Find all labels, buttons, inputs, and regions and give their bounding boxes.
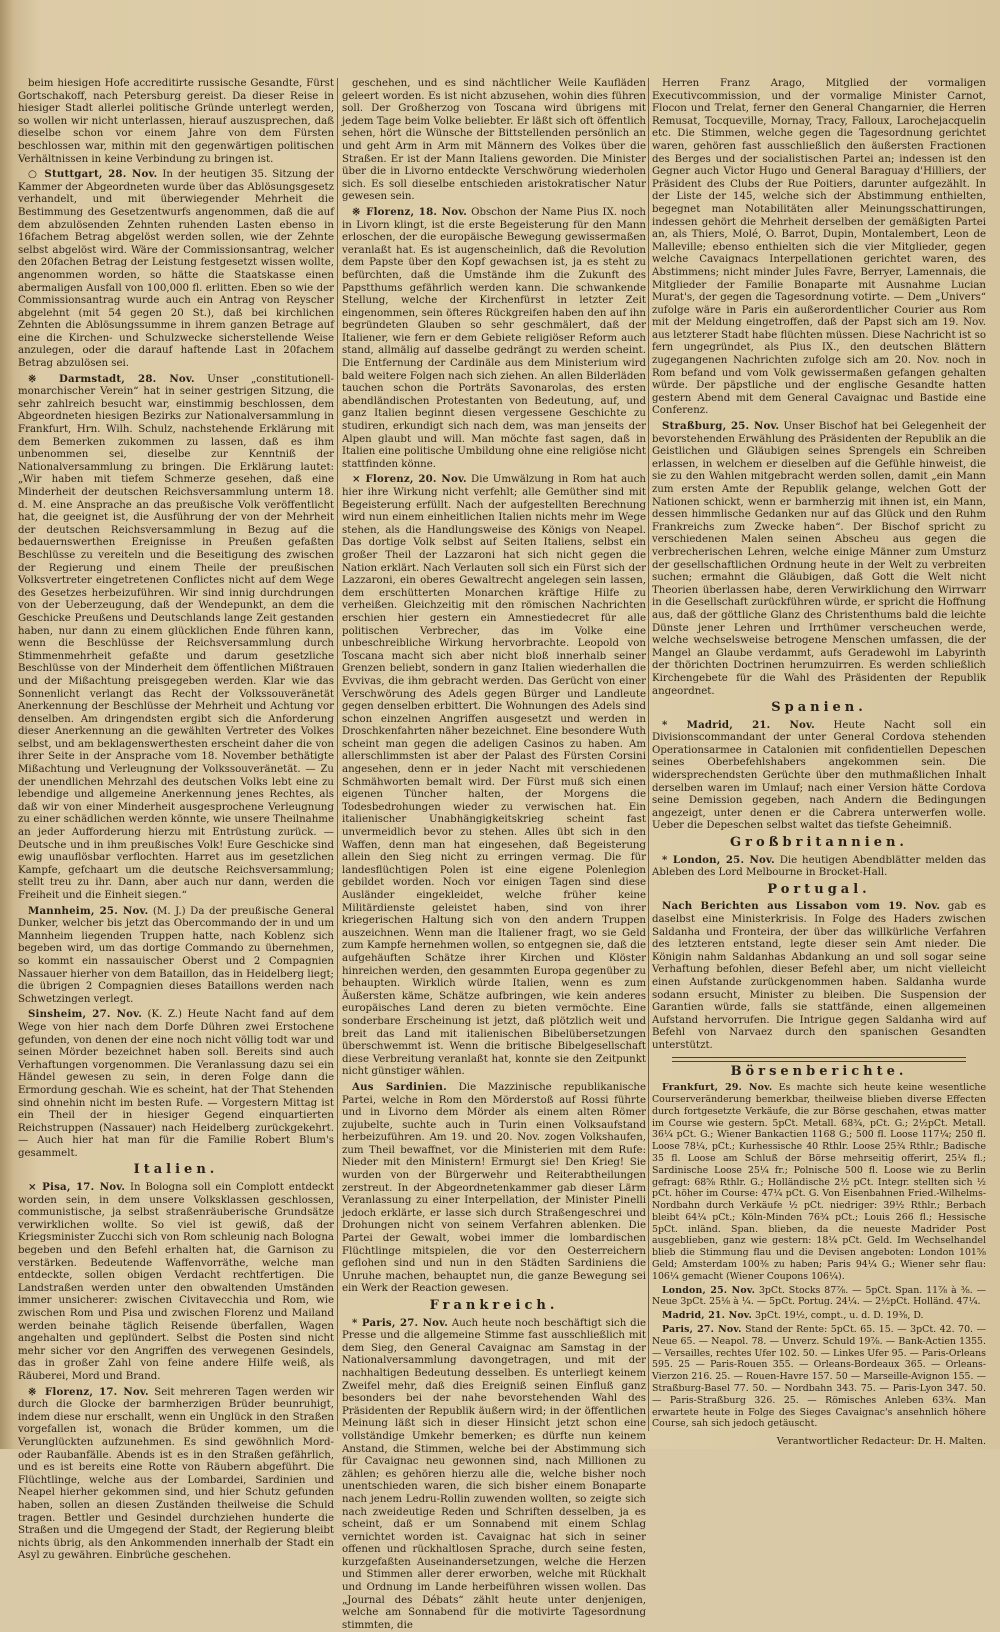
article-paragraph [342,1317,646,1632]
dateline: * Paris, 27. Nov. [352,1316,448,1329]
article-paragraph [18,168,334,371]
article-paragraph [18,1008,334,1160]
section-divider [672,1057,966,1062]
dateline: Madrid, 21. Nov. [662,1310,752,1322]
section-heading: Spanien. [771,700,867,716]
dateline: * London, 25. Nov. [662,853,775,866]
dateline: Aus Sardinien. [352,1080,447,1093]
article-paragraph [652,78,986,418]
article-text: (K. Z.) Heute Nacht fand auf dem Wege von hier nach dem Dorfe Dühren zwei Erstochene gefunden, von denen der eine noch nicht völlig todt war und seinen Mörder bezeichnet haben soll. Bereits sind auch Verhaftungen vorgenommen. Die Veranlassung dazu sei ein Händel gewesen zu sein, in deren Folge dann die Ermordung geschah. Wie es scheint, hat der That Stehenden sind ohnehin nicht im besten Rufe. — Vorgestern Mittag ist ein Theil der in hiesiger Gegend einquartierten Reichstruppen (Nassauer) nach Heidelberg zurückgekehrt. — Auch hier hat man für die Familie Robert Blum's gesammelt. [18,1009,334,1159]
dateline: ⨯ Florenz, 20. Nov. [352,473,467,486]
article-text: Obschon der Name Pius IX. noch in Livorn klingt, ist die erste Begeisterung für den Mann erloschen, der die europäische Bewegung gewissermaßen veranlaßt hat. Es ist augenscheinlich, daß die Revolution dem Papste über den Kopf gewachsen ist, ja es steht zu befürchten, daß die Umstände ihm die Zukunft des Papstthums gefährlich werden kann. Die schwankende Stellung, welche der Kirchenfürst in letzter Zeit eingenommen, sein öfteres Rückgreifen haben den auf ihn begründeten Glauben so sehr geschmälert, daß der Italiener, wie fern er dem Gebiete religiöser Reform auch stand, allmälig auf dasselbe gedrängt zu werden scheint. Die Entfernung der Cardinäle aus dem Ministerium wird bald weitere Folgen nach sich ziehen. An allen Bilderläden tauchen schon die Porträts Savonarolas, des ersten abendländischen Protestanten von Bedeutung, auf, und ganz Italien beginnt diesen vergessene Geschichte zu studiren, erkundigt sich nach dem, was man jenseits der Alpen glaubt und will. Man möchte fast sagen, daß in Italien eine politische Umbildung ohne eine religiöse nicht stattfinden könne. [342,206,646,470]
article-paragraph [652,420,986,698]
dateline: ※ Florenz, 18. Nov. [352,205,468,218]
article-text: Herren Franz Arago, Mitglied der vormaligen Executivcommission, und der vormalige Minister Carnot, Flocon und Trelat, ferner den General Changarnier, die Herren Remusat, Tocqueville, Mornay, Tracy, Falloux, Larochejacquelin etc. Die Stimmen, welche gegen die Tagesordnung gerichtet waren, gehören fast ausschließlich den äußersten Fractionen des Berges und der socialistischen Partei an; indessen ist den Gegner auch Victor Hugo und General Baraguay d'Hilliers, der Präsident des Clubs der Rue Poitiers, darunter aufgezählt. In der Liste der 145, welche sich der Abstimmung enthielten, begegnet man Notabilitäten aller Meinungsschattirungen, indessen gehört die Mehrheit derselben der gemäßigten Partei an, als Thiers, Molé, O. Barrot, Dupin, Montalembert, Leon de Malleville; ebenso enthielten sich die vier Mitglieder, gegen welche Cavaignacs Interpellationen gerichtet waren, des Abstimmens; nicht minder Jules Favre, Berryer, Lamennais, die Mitglieder der Familie Bonaparte mit Ausnahme Lucian Murat's, der gegen die Tagesordnung votirte. — Dem „Univers“ zufolge wäre in Paris ein außerordentlicher Courier aus Rom mit der Meldung eingetroffen, daß der Papst sich am 19. Nov. aus letzterer Stadt habe flüchten müssen. Diese Nachricht ist so fern ungegründet, als Pius IX., den deutschen Blättern zugegangenen Nachrichten zufolge sich am 20. Nov. noch in Rom befand und vom Volk gewissermaßen gefangen gehalten würde. Der päpstliche und der englische Gesandte hatten gestern Abend mit dem General Cavaignac und Bastide eine Conferenz. [652,78,986,417]
article-text: Auch heute noch beschäftigt sich die Presse und die allgemeine Stimme fast ausschließlich mit dem Sieg, den General Cavaignac am Samstag in der Nationalversammlung davongetragen, und mit der nachhaltigen Bedeutung desselben. Es unterliegt keinem Zweifel mehr, daß dies Ereigniß seinen Einfluß ganz besonders bei der nahe bevorstehenden Wahl des Präsidenten der Republik äußern wird; in der öffentlichen Meinung läßt sich in dieser Hinsicht jetzt schon eine vollständige Umkehr bemerken; es dürfte nun keinem Anstand, die Stimmen, welche bei der Abstimmung sich für Cavaignac neu gewonnen sind, nach Millionen zu zählen; es gehören hierzu alle die, welche bisher noch unentschieden waren, die sich bisher einem Bonaparte nach jenem Ledru-Rollin zuwenden wollten, so zeigte sich nach zweideutige Reden und Schriften desselben, ja es scheint, daß er um Sonnabend mit einem Schlag vernichtet worden ist. Cavaignac hat sich in seiner offenen und rückhaltlosen Sprache, durch seine festen, kurzgefaßten Auseinandersetzungen, welche die Herzen und Stimmen aller derer erworben, welche mit Rückhalt und Ordnung im Lande herbeiführen wissen wollen. Das „Journal des Débats“ zählt heute unter denjenigen, welche am Sonnabend für die motivirte Tagesordnung stimmten, die [342,1317,646,1631]
column-middle [342,78,646,1631]
article-paragraph [18,905,334,1007]
section-heading: Frankreich. [429,1298,559,1313]
article-paragraph [342,206,646,471]
dateline: * Madrid, 21. Nov. [662,718,815,731]
article-paragraph [18,1181,334,1384]
article-text: Die Mazzinische republikanische Partei, welche in Rom den Mörderstoß auf Rossi führte und in Livorno dem Mörder als einem alten Römer zujubelte, suchte auch in Turin einen Volksaufstand herbeizuführen. Am 19. und 20. Nov. zogen Volkshaufen, zum Theil bewaffnet, vor die Ministerien mit dem Rufe: Nieder mit den Ministern! Ermurgt sie! Den Krieg! Sie wurden von der Bürgerwehr und Reiterabtheilungen zerstreut. In der Abgeordnetenkammer gab dieser Lärm Veranlassung zu einer Interpellation, der Minister Pinelli jedoch erklärte, er lasse sich durch Straßengeschrei und Drohungen nicht von seinem Verfahren ablenken. Die Partei der Gewalt, wobei immer die lombardischen Flüchtlinge mitspielen, die vor den Oesterreichern geflohen sind und nun in den Städten Sardiniens die Unruhe machen, behauptet nun, die ganze Bewegung sei ein Werk der Reaction gewesen. [342,1081,646,1295]
column-rule [337,78,338,1431]
column-right [652,78,987,1448]
column-left [18,78,334,1562]
market-report [652,1310,986,1322]
dateline: ※ Darmstadt, 28. Nov. [28,372,195,385]
article-text: gab es daselbst eine Ministerkrisis. In Folge des Haders zwischen Saldanha und Fronteira, der über das willkürliche Verfahren des letzteren entstand, legte dieser sein Amt nieder. Die Königin nahm Saldanhas Abdankung an und soll sogar seine Verhaftung befohlen, dieser Befehl aber, um nicht vielleicht einen Aufstande zurückgenommen haben. Saldanha wurde sodann ersucht, Minister zu bleiben. Die Suspension der Garantien würde, falls sie stattfände, einen allgemeinen Aufstand hervorrufen. Die Intrigue gegen Saldanha wird auf Befehl von Narvaez durch den spanischen Gesandten unterstützt. [652,901,986,1051]
column-rule [648,78,649,1431]
article-text: Es machte sich heute keine wesentliche Courserveränderung bemerkbar, theilweise blieben diverse Effecten durch fortgesetzte Verkäufe, die zur Börse geschahen, etwas matter im Course wie gestern. 5pCt. Metall. 68¾, pCt. G.; 2½pCt. Metall. 36¼ pCt. G.; Wiener Bankactien 1168 G.; 500 fl. Loose 117¼; 250 fl. Loose 78¼, pCt.; Kurhessische 40 Rthlr. Loose 25¾ Rthlr.; Badische 35 fl. Loose am Schluß der Börse mehrseitig offerirt, 25¼ fl.; Sardinische Loose 25¼ fr.; Polnische 500 fl. Loose wie zu Berlin gefragt: 68⅝ Rthlr. G.; Holländische 2½ pCt. Integr. stellten sich ½ pCt. höher im Course: 47¼ pCt. G. Von Eisenbahnen Fried.-Wilhelms-Nordbahn durch Verkäufe ½ pCt. niedriger: 39½ Rthlr.; Berbach bleibt 64¼ pCt.; Köln-Minden 76¾ pCt.; Louis 266 fl.; Hessische 5pCt. inländ. Span. blieben, da die neueste Madrider Post ausgeblieben, ganz wie gestern: 18¼ pCt. Geld. Im Wechselhandel blieb die Stimmung flau und die Devisen angeboten: London 101⅝ Geld; Amsterdam 100⅜ zu haben; Paris 94¼ G.; Wiener sehr flau: 106¼ gemacht (Wiener Coupons 106¼). [652,1082,986,1282]
article-text: Stand der Rente: 5pCt. 65. 15. — 3pCt. 42. 70. — Neue 65. — Neapol. 78. — Unverz. Schuld 19⅞. — Bank-Actien 1355. — Versailles, rechtes Ufer 102. 50. — Linkes Ufer 95. — Paris-Orleans 595. 25 — Paris-Rouen 355. — Orleans-Bordeaux 365. — Orleans-Vierzon 216. 25. — Rouen-Havre 157. 50 — Marseille-Avignon 155. — Straßburg-Basel 77. 50. — Nordbahn 343. 75. — Paris-Lyon 347. 50. — Paris-Straßburg 326. 25. — Römisches Anleben 63¾. Man erwartete heute in Folge des Sieges Cavaignac's ansehnlich höhere Course, sah sich jedoch getäuscht. [652,1324,986,1430]
article-text: 3pCt. 19½, compt., u. d. D. 19⅜, D. [754,1310,924,1322]
article-text: Unser Bischof hat bei Gelegenheit der bevorstehenden Erwählung des Präsidenten der Republik an die Geistlichen und Gläubigen seines Sprengels ein Schreiben erlassen, in welchem er dieselben auf die Gefühle hinweist, die sie zu den Wahlen mitgebracht werden sollen, damit „ein Mann zum ersten Amte der Republik gelange, welchen Gott der Nationen schickt, wenn er barmherzig mit ihnen ist, ein Mann, dessen himmlische Gedanken nur auf das Glück und den Ruhm Frankreichs zum Zwecke haben“. Der Bischof spricht zu verschiedenen Malen seinen Abscheu aus gegen die verbrecherischen Lehren, welche einige Männer zum Umsturz der gesellschaftlichen Ordnung heute in der Welt zu verbreiten suchen; ermahnt die Gläubigen, daß Gott die Welt nicht Theorien überlassen habe, deren Verwirklichung den Wirrwarr in die Gesellschaft zurückführen würde, er spricht die Hoffnung aus, daß der göttliche Glanz des Christenthums bald die leichte Dünste jener Lehren und Irrthümer verscheuchen werde, welche wechselsweise betrogene Menschen umfassen, die der Mangel an Glaube verdammt, aufs Geradewohl im Labyrinth der thörichten Doctrinen herumzuirren. Es werden schließlich Kirchengebete für die Wahl des Präsidenten der Republik angeordnet. [652,421,986,697]
article-paragraph [342,1081,646,1296]
article-text: Unser „constitutionell-monarchischer Verein“ hat in seiner gestrigen Sitzung, die sehr zahlreich besucht war, einstimmig beschlossen, dem Abgeordneten hiesigen Bezirks zur Nationalversammlung in Frankfurt, Hrn. Wilh. Schulz, nachstehende Erklärung mit dem Bemerken zukommen zu lassen, daß es ihm unbenommen sei, dieselbe zur Kenntniß der Nationalversammlung zu bringen. Die Erklärung lautet: „Wir haben mit tiefem Schmerze gesehen, daß eine Minderheit der deutschen Reichsversammlung unterm 18. d. M. eine Ansprache an das preußische Volk veröffentlicht hat, die geeignet ist, die Ausführung der von der Mehrheit der deutschen Reichsversammlung in Bezug auf die bedauernswerthen Ereignisse in Preußen gefaßten Beschlüsse zu vereiteln und die Beseitigung des zwischen der Regierung und einem Theile der preußischen Volksvertreter eingetretenen Conflictes nicht auf dem Wege des Gesetzes herbeizuführen. Wir sind innig durchdrungen von der Ueberzeugung, daß der Wendepunkt, an dem die Geschicke Preußens und Deutschlands lange Zeit gestanden haben, nur dann zu einem glücklichen Ende führen kann, wenn die Beschlüsse der Reichsversammlung durch Stimmenmehrheit gefaßte und darum gesetzliche Beschlüsse von der Minderheit dem öffentlichen Mißtrauen und der Mißachtung preisgegeben werden. Klar wie das Sonnenlicht verlangt das Recht der Volkssouveränetät Anerkennung der Beschlüsse der Mehrheit und Achtung vor denselben. Am dringendsten ergibt sich die Anforderung dieser Anerkennung an die gewählten Vertreter des Volkes selbst, und am beklagenswerthesten erscheint daher die von ihrer Seite in der Ansprache vom 18. November bethätigte Mißachtung und Verleugnung der Volkssouveränetät. — Zu der unendlichen Mehrzahl des deutschen Volks lebt eine zu lebendige und allgemeine Anerkennung jenes Rechtes, als daß wir von einer Minderheit ausgesprochene Verleugnung zu einer schädlichen werden könnte, wie unsere Theilnahme an jeder Aufforderung hierzu mit Entrüstung zurück. — Deutsche und in ihm preußisches Volk! Eure Geschicke sind ewig unauflösbar verflochten. Harret aus im gesetzlichen Kampfe, gefchaart um die deutsche Reichsversammlung; stellt treu zu ihr. Dann, aber auch nur dann, werden die Freiheit und die Einheit siegen.“ [18,373,334,901]
dateline: ○ Stuttgart, 28. Nov. [28,168,158,181]
article-paragraph [652,719,986,833]
dateline: Frankfurt, 29. Nov. [662,1082,773,1094]
article-text: 3pCt. Stocks 87⅞. — 5pCt. Span. 11⅞ à ⅜. — Neue 3pCt. 25⅛ à ¼. — 5pCt. Portug. 24¼. — 2½pCt. Holländ. 47¼. [652,1284,986,1308]
article-paragraph [652,900,986,1052]
article-paragraph [652,854,986,880]
article-text: (M. J.) Da der preußische General Dunker, welcher bis jetzt das Obercommando der in und um Mannheim liegenden Truppen hatte, nach Koblenz sich begeben wird, um das dortige Commando zu übernehmen, so kommt ein nassauischer Oberst und 2 Compagnien Nassauer hierher von dem Bataillon, das in Heidelberg liegt; die übrigen 2 Compagnien dieses Bataillons werden nach Schwetzingen verlegt. [18,905,334,1005]
dateline: Nach Berichten aus Lissabon vom 19. Nov. [662,900,941,913]
article-paragraph [18,78,334,166]
article-paragraph [18,373,334,903]
dateline: Paris, 27. Nov. [662,1324,742,1336]
section-heading: Italien. [133,1162,219,1178]
market-report [652,1285,986,1309]
dateline: Straßburg, 25. Nov. [662,420,780,433]
dateline: ※ Florenz, 17. Nov. [28,1385,149,1398]
dateline: Sinsheim, 27. Nov. [28,1008,142,1021]
article-paragraph [342,78,646,204]
article-text: geschehen, und es sind nächtlicher Weile Kaufläden geleert worden. Es ist nicht abzusehen, wohin dies führen soll. Der Großherzog von Toscana wird übrigens mit jedem Tage beim Volke beliebter. Er läßt sich oft öffentlich sehen, hört die Wünsche der Bittstellenden persönlich an und geht Arm in Arm mit Männern des Volkes über die Straßen. Er ist der Mann Italiens geworden. Die Minister über die in Livorno entdeckte Verschwörung wiederholen sich. Es soll dieselbe entschieden aristokratischer Natur gewesen sein. [342,78,646,203]
editor-credit: Verantwortlicher Redacteur: Dr. H. Malten. [776,1436,986,1448]
section-heading: Börsenberichte. [730,1063,908,1079]
market-report [652,1324,986,1430]
dateline: London, 25. Nov. [662,1284,756,1296]
section-heading: Portugal. [767,881,871,897]
article-text: Die Umwälzung in Rom hat auch hier ihre Wirkung nicht verfehlt; alle Gemüther sind mit Begeisterung erfüllt. Nach der aufgestellten Berechnung wird nun einem einheitlichen Italien nichts mehr im Wege stehen, als die Handlungsweise des Königs von Neapel. Das dortige Volk selbst auf Seiten Italiens, selbst ein großer Theil der Lazzaroni hat sich nicht gegen die Nation erklärt. Nach Verlauten soll sich ein Fürst sich der Lazzaroni, ein oberes Gewaltrecht angelegen sein lassen, dem erschütterten Monarchen kräftige Hilfe zu verheißen. Gleichzeitig mit den römischen Nachrichten erschien hier gestern ein Amnestiedecret für alle politischen Verbrecher, das im Volke eine unbeschreibliche Wirkung hervorbrachte. Leopold von Toscana macht sich aber nicht bloß innerhalb seiner Grenzen beliebt, sondern in ganz Italien wiederhallen die Evvivas, die ihm gebracht werden. Das Gerücht von einer Verschwörung des Adels gegen Bürger und Landleute gegen denselben erbittert. Die Wohnungen des Adels sind schon einzelnen Angriffen ausgesetzt und werden in Droschkenfahrten näher bezeichnet. Eine besondere Wuth scheint man gegen die adeligen Casinos zu haben. Am allerschlimmsten ist aber der Palast des Fürsten Corsini angesehen, denn er in jeder Nacht mit verschiedenen Schmähworten bemalt wird. Der Fürst muß sich einen eigenen Tüncher halten, der Morgens die Todesbedrohungen wieder zu verwischen hat. Ein italienischer Unabhängigkeitskrieg scheint fast unvermeidlich bevor zu stehen. Alles übt sich in den Waffen, denn man hat eingesehen, daß Begeisterung allein den Sieg nicht zu erringen vermag. Die für landesflüchtigen Polen ist eine eigene Polenlegion gebildet worden. Noch vor einigen Tagen sind diese Ausländer eingekleidet, welche früher keine Militärdienste geleistet haben, sind von ihrer kriegerischen Haltung sich von den andern Truppen auszeichnen. Wenn man die Italiener fragt, wo sie Geld zum Kampfe hernehmen wollen, so entgegnen sie, daß die aufgehäuften Schätze ihrer Kirchen und Klöster hinreichen werden, den gesammten Europa gegenüber zu behaupten. Wirklich würde Italien, wenn es zum Äußersten käme, Schätze aufbringen, wie kein anderes europäisches Land deren zu bieten vermöchte. Eine sonderbare Erscheinung ist jetzt, daß plötzlich weit und breit das Land mit italienischen Bibelübersetzungen überschwemmt ist. Wenn die britische Bibelgesellschaft diese Verbreitung veranlaßt hat, konnte sie den Zeitpunkt nicht günstiger wählen. [342,474,646,1078]
article-paragraph [342,473,646,1079]
dateline: Mannheim, 25. Nov. [28,904,149,917]
dateline: ⨯ Pisa, 17. Nov. [28,1181,126,1194]
article-text: beim hiesigen Hofe accreditirte russische Gesandte, Fürst Gortschakoff, nach Petersburg gereist. Da dieser Reise in hiesiger Stadt allerlei politische Gründe unterlegt werden, so wollen wir nicht unterlassen, hierauf auszusprechen, daß dieselbe schon vor einem Jahre von dem Fürsten beschlossen war, mithin mit den gegenwärtigen politischen Verhältnissen in keine Verbindung zu bringen ist. [18,78,334,165]
section-heading: Großbritannien. [730,835,908,851]
market-report [652,1082,986,1283]
article-text: In Bologna soll ein Complott entdeckt worden sein, in dem unsere Volksklassen geschlossen, communistische, ja selbst straßenräuberische Grundsätze verwirklichen wollte. So viel ist gewiß, daß der Kriegsminister Zucchi sich von Rom schleunig nach Bologna begeben und den Befehl erhalten hat, die Garnison zu verstärken. Bedeutende Waffenvorräthe, welche man entdeckte, sollen obigen Verdacht rechtfertigen. Die Landstraßen werden unter den obwaltenden Umständen immer unsicherer: zwischen Civitavecchia und Rom, wie zwischen Rom und Pisa und zwischen Florenz und Mailand werden beinahe täglich Reisende überfallen, Wagen angehalten und geplündert. Selbst die Posten sind nicht mehr sicher vor den Angriffen des verwegenen Gesindels, das in großer Zahl von feine andere Hilfe weiß, als Räuberei, Mord und Brand. [18,1182,334,1382]
article-text: Heute Nacht soll ein Divisionscommandant der unter General Cordova stehenden Operationsarmee in Catalonien mit confidentiellen Depeschen seines Oberbefehlshabers angekommen sein. Die widersprechendsten Gerüchte über den muthmaßlichen Inhalt derselben waren im Umlauf; nach einer Version hätte Cordova seine Demission gegeben, nach Andern die Bedingungen angezeigt, unter denen er die Cabrera unterwerfen wolle. Ueber die Depeschen selbst waltet das tiefste Geheimniß. [652,719,987,832]
article-paragraph [18,1386,334,1563]
article-text: In der heutigen 35. Sitzung der Kammer der Abgeordneten wurde über das Ablösungsgesetz verhandelt, und mit überwiegender Mehrheit die Bestimmung des Gesetzentwurfs angenommen, daß die auf dem abzulösenden Zehnten ruhenden Lasten ebenso in 16fachem Betrag abgelöst werden sollen, wie der Zehnte selbst abgelöst wird. Wäre der Commissionsantrag, welcher den 20fachen Betrag der Leistung festgesetzt wissen wollte, angenommen worden, so hätte die Staatskasse einen abermaligen Ausfall von 100,000 fl. erlitten. Eben so wie der Commissionsantrag wurde auch ein Antrag von Reyscher abgelehnt (mit 54 gegen 20 St.), daß bei kirchlichen Zehnten die Ablösungssumme in ihrem ganzen Betrage auf eine die Kirchen- und Schulzwecke sicherstellende Weise anzulegen, oder die darauf haftende Last in 20fachem Betrag abzulösen sei. [18,169,334,370]
article-text: Seit mehreren Tagen werden wir durch die Glocke der barmherzigen Brüder beunruhigt, indem diese nur erschallt, wenn ein Unglück in den Straßen vorgefallen ist, wonach die Brüder kommen, um die Verunglückten aufzunehmen. Es sind gewöhnlich Mord- oder Raubanfälle. Abends ist es in den Straßen gefährlich, und es ist bereits eine Rotte von Räubern abgeführt. Die Flüchtlinge, welche aus der Lombardei, Sardinien und Neapel hierher gekommen sind, und hier Schutz gefunden haben, sollen an diesen Zuständen theilweise die Schuld tragen. Bettler und Gesindel durchziehen hunderte die Straßen und die Umgegend der Stadt, der Regierung bleibt nichts übrig, als den Ankommenden innerhalb der Stadt ein Asyl zu gewähren. Einbrüche geschehen. [18,1386,334,1562]
article-text: Die heutigen Abendblätter melden das Ableben des Lord Melbourne in Brocket-Hall. [652,854,986,879]
